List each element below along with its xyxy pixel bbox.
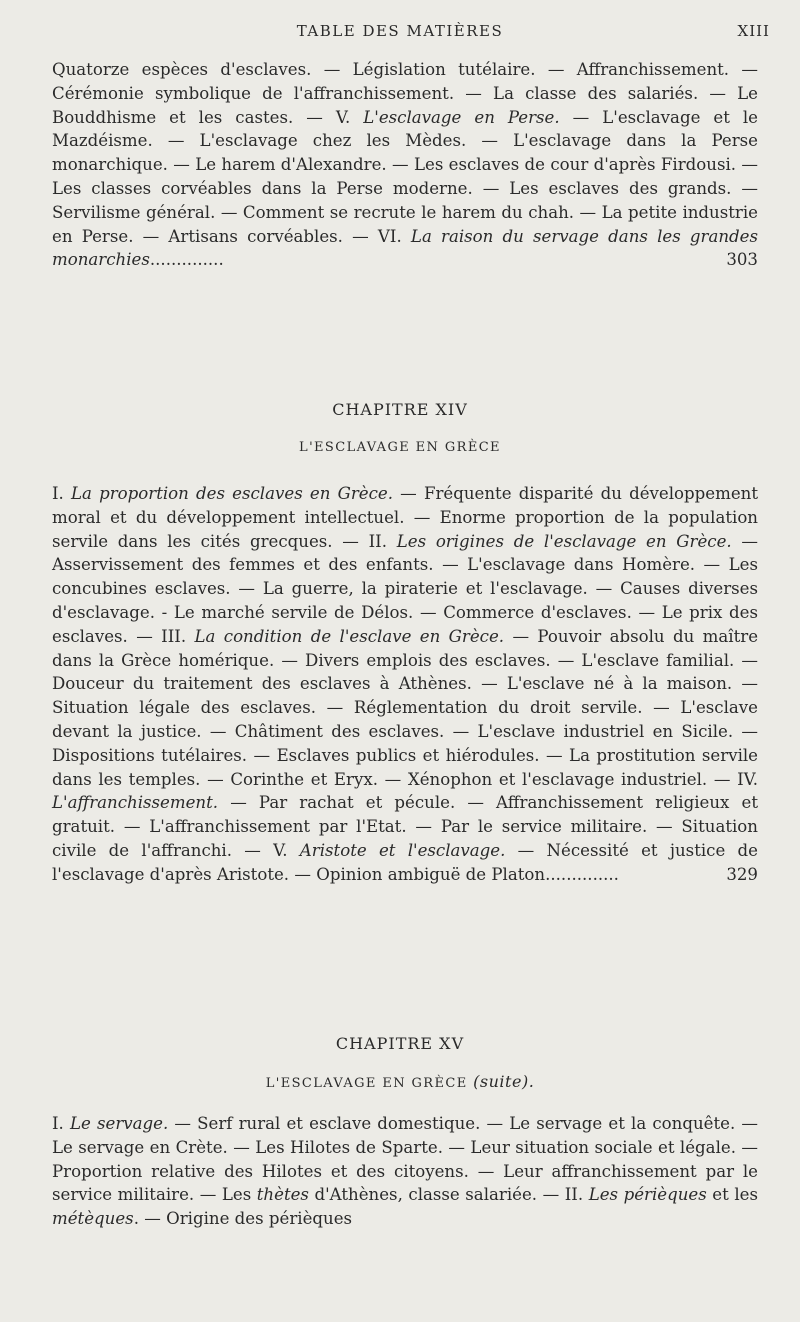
toc-leader-dots: .............. <box>545 864 619 884</box>
toc-term: thètes <box>256 1185 309 1205</box>
toc-section-title: Le servage. <box>70 1114 169 1133</box>
toc-page-ref: 303 <box>726 250 758 270</box>
chapter-subtitle-xv <box>0 1072 800 1091</box>
running-title: TABLE DES MATIÈRES <box>296 22 504 40</box>
page-number: XIII <box>737 22 770 40</box>
toc-text: — Asservissement des femmes et des enfants. — L'esclavage dans Homère. — Les concubines esclaves. — La guerre, la piraterie et l'esclavage. — Causes diverses d'esclavage. - Le marché servile de Délos. — Commerce d'esclaves. — Le prix des esclaves. — III. <box>52 531 759 646</box>
chapter-heading-xiv: CHAPITRE XIV <box>332 400 468 419</box>
toc-text: — Nécessité et justice de l'esclavage d'après Aristote. — Opinion ambiguë de Platon <box>52 840 759 884</box>
toc-text: Quatorze espèces d'esclaves. — Législation tutélaire. — Affranchissement. — Cérémonie symbolique de l'affranchissement. — La classe des salariés. — Le Bouddhisme et les castes. — V. <box>52 60 758 127</box>
toc-entry-chapter13-continued <box>52 58 758 272</box>
toc-section-title: La proportion des esclaves en Grèce. <box>71 484 393 503</box>
toc-text: — Serf rural et esclave domestique. — Le servage et la conquête. — Le servage en Crète. — Les Hilotes de Sparte. — Leur situation sociale et légale. — Proportion relative des Hilotes et des citoyens. — Leur affranchissement par le service militaire. — Les <box>52 1114 759 1205</box>
toc-text: d'Athènes, classe salariée. — II. <box>308 1185 589 1205</box>
page-header <box>0 22 800 46</box>
toc-text: I. <box>52 484 72 503</box>
toc-entry-chapter14 <box>52 482 758 887</box>
toc-section-title: L'affranchissement. <box>52 793 219 813</box>
toc-text: — Par rachat et pécule. — Affranchissement religieux et gratuit. — L'affranchissement par l'Etat. — Par le service militaire. — Situation civile de l'affranchi. — V. <box>52 793 758 860</box>
toc-section-title: L'esclavage en Perse. <box>363 107 560 127</box>
toc-text: — Pouvoir absolu du maître dans la Grèce homérique. — Divers emplois des esclaves. — L'esclave familial. — Douceur du traitement des esclaves à Athènes. — L'esclave né à la maison. — Situation légale des esclaves. — Réglementation du droit servile. — L'esclave devant la justice. — Châtiment des esclaves. — L'esclave industriel en Sicile. — Dispositions tutélaires. — Esclaves publics et hiérodules. — La prostitution servile dans les temples. — Corinthe et Eryx. — Xénophon et l'esclavage industriel. — IV. <box>52 626 759 789</box>
toc-section-title: Les périèques <box>588 1185 707 1205</box>
toc-section-title: La raison du servage dans les grandes monarchies <box>52 226 758 270</box>
toc-section-title: La condition de l'esclave en Grèce. <box>194 626 505 646</box>
toc-text: . — Origine des périèques <box>133 1209 353 1229</box>
chapter-subtitle-xiv: L'ESCLAVAGE EN GRÈCE <box>299 440 501 455</box>
toc-page-ref: 329 <box>726 864 758 884</box>
chapter-subtitle-suite: (suite). <box>473 1072 535 1091</box>
toc-term: métèques <box>52 1209 134 1229</box>
chapter-subtitle-text: L'ESCLAVAGE EN GRÈCE <box>265 1076 468 1091</box>
toc-section-title: Les origines de l'esclavage en Grèce. <box>396 531 732 551</box>
toc-leader-dots: .............. <box>149 250 224 270</box>
toc-section-title: Aristote et l'esclavage. <box>299 840 506 860</box>
toc-entry-chapter15 <box>52 1112 758 1231</box>
chapter-heading-xv: CHAPITRE XV <box>335 1034 465 1053</box>
toc-text: — L'esclavage et le Mazdéisme. — L'esclavage chez les Mèdes. — L'esclavage dans la Perse monarchique. — Le harem d'Alexandre. — Les esclaves de cour d'après Firdousi. — Les classes corvéables dans la Perse moderne. — Les esclaves des grands. — Servilisme général. — Comment se recrute le harem du chah. — La petite industrie en Perse. — Artisans corvéables. — VI. <box>52 107 758 246</box>
toc-text: — Fréquente disparité du développement moral et du développement intellectuel. — Enorme proportion de la population servile dans les cités grecques. — II. <box>52 484 758 551</box>
toc-text: et les <box>706 1185 758 1205</box>
toc-text: I. <box>52 1114 70 1133</box>
